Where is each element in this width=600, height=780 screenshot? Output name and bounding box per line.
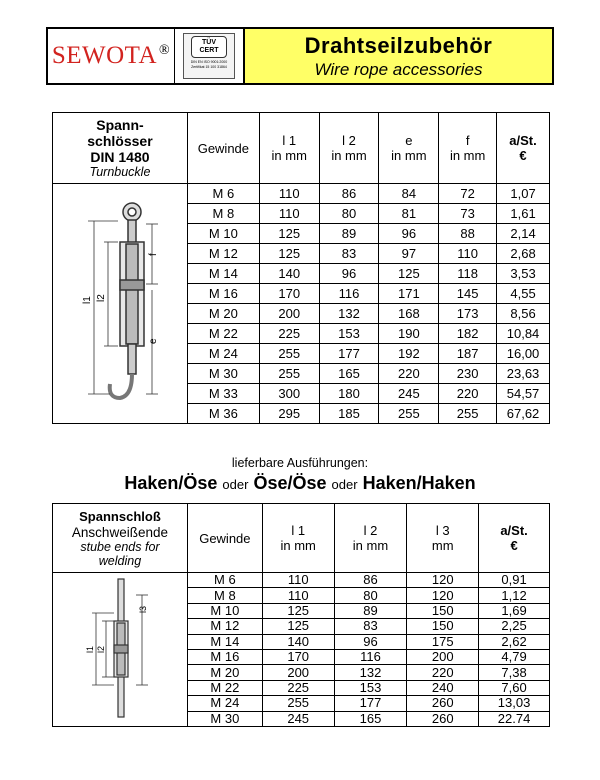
table-cell: 165 bbox=[334, 711, 407, 726]
col-header-l2: l 2 in mm bbox=[319, 113, 379, 184]
table-cell: 153 bbox=[319, 324, 379, 344]
variant-hook-hook: Haken/Haken bbox=[362, 473, 476, 493]
table-cell: 190 bbox=[379, 324, 439, 344]
table-cell: 255 bbox=[439, 404, 497, 424]
table-cell: M 8 bbox=[187, 588, 262, 603]
table-cell: M 10 bbox=[187, 224, 259, 244]
table-cell: M 22 bbox=[187, 680, 262, 695]
table-cell: 110 bbox=[259, 204, 319, 224]
col-header-l1: l 1 in mm bbox=[259, 113, 319, 184]
table-cell: 7,60 bbox=[479, 680, 550, 695]
table-cell: 220 bbox=[379, 364, 439, 384]
dim-label-l1: l1 bbox=[81, 296, 93, 304]
tuv-cert-seal bbox=[183, 33, 235, 79]
table-cell: 185 bbox=[319, 404, 379, 424]
table-cell: 96 bbox=[334, 634, 407, 649]
table-cell: 86 bbox=[319, 184, 379, 204]
title-box bbox=[245, 29, 552, 83]
table-cell: 200 bbox=[259, 304, 319, 324]
table-cell: M 33 bbox=[187, 384, 259, 404]
variant-separator: oder bbox=[331, 477, 358, 492]
brand-logo-box bbox=[48, 29, 175, 83]
table-cell: 255 bbox=[259, 344, 319, 364]
table-cell: 7,38 bbox=[479, 665, 550, 680]
table-cell: 182 bbox=[439, 324, 497, 344]
table-cell: 150 bbox=[407, 603, 479, 618]
page-subtitle: Wire rope accessories bbox=[314, 59, 483, 79]
table-cell: M 30 bbox=[187, 711, 262, 726]
page-header bbox=[46, 27, 554, 85]
table-cell: 255 bbox=[259, 364, 319, 384]
table-cell: M 24 bbox=[187, 696, 262, 711]
table-cell: M 14 bbox=[187, 264, 259, 284]
dim-label-l2: l2 bbox=[95, 645, 106, 653]
table-cell: 83 bbox=[319, 244, 379, 264]
table-header-row bbox=[53, 504, 550, 573]
table-cell: M 20 bbox=[187, 665, 262, 680]
product-description-cell: Spann- schlösser DIN 1480 Turnbuckle bbox=[53, 113, 188, 184]
table-cell: 1,07 bbox=[497, 184, 550, 204]
available-variants bbox=[0, 456, 600, 497]
table-cell: 187 bbox=[439, 344, 497, 364]
table-cell: 73 bbox=[439, 204, 497, 224]
table-row bbox=[53, 184, 550, 204]
table-cell: 240 bbox=[407, 680, 479, 695]
table-cell: 153 bbox=[334, 680, 407, 695]
table-cell: 1,12 bbox=[479, 588, 550, 603]
col-header-f: f in mm bbox=[439, 113, 497, 184]
table-cell: 1,61 bbox=[497, 204, 550, 224]
table-cell: 110 bbox=[262, 588, 334, 603]
table-cell: 72 bbox=[439, 184, 497, 204]
table-cell: 140 bbox=[262, 634, 334, 649]
table-cell: 2,62 bbox=[479, 634, 550, 649]
table-cell: 260 bbox=[407, 711, 479, 726]
col-header-l1: l 1 in mm bbox=[262, 504, 334, 573]
table-cell: 80 bbox=[319, 204, 379, 224]
tuv-cert-text: DIN EN ISO 9001:2000 Zertifikat 15 100 31864 bbox=[190, 60, 228, 69]
table-cell: 245 bbox=[379, 384, 439, 404]
table-cell: 10,84 bbox=[497, 324, 550, 344]
table-cell: 67,62 bbox=[497, 404, 550, 424]
table-cell: 54,57 bbox=[497, 384, 550, 404]
table-cell: M 6 bbox=[187, 184, 259, 204]
variants-intro: lieferbare Ausführungen: bbox=[231, 456, 369, 470]
dim-label-l3: l3 bbox=[137, 605, 148, 613]
tuv-cert-box bbox=[175, 29, 245, 83]
table-cell: 8,56 bbox=[497, 304, 550, 324]
table-cell: 2,68 bbox=[497, 244, 550, 264]
table-cell: 81 bbox=[379, 204, 439, 224]
col-header-e: e in mm bbox=[379, 113, 439, 184]
table-cell: 125 bbox=[262, 603, 334, 618]
table-cell: 96 bbox=[379, 224, 439, 244]
table-cell: 116 bbox=[334, 649, 407, 664]
table-cell: 171 bbox=[379, 284, 439, 304]
table-cell: 86 bbox=[334, 573, 407, 588]
table-cell: M 10 bbox=[187, 603, 262, 618]
table-cell: 120 bbox=[407, 588, 479, 603]
table-cell: M 8 bbox=[187, 204, 259, 224]
turnbuckle-table bbox=[52, 112, 550, 424]
table-cell: 165 bbox=[319, 364, 379, 384]
table-cell: 300 bbox=[259, 384, 319, 404]
dim-label-l1: l1 bbox=[84, 645, 95, 653]
table-cell: 1,69 bbox=[479, 603, 550, 618]
table-cell: 4,55 bbox=[497, 284, 550, 304]
table-cell: M 12 bbox=[187, 619, 262, 634]
col-header-l3: l 3 mm bbox=[407, 504, 479, 573]
tuv-logo: TÜV CERT bbox=[191, 36, 227, 58]
table-cell: 88 bbox=[439, 224, 497, 244]
table-cell: 192 bbox=[379, 344, 439, 364]
table-cell: 2,14 bbox=[497, 224, 550, 244]
variant-eye-eye: Öse/Öse bbox=[253, 473, 327, 493]
table-cell: 116 bbox=[319, 284, 379, 304]
table-cell: 83 bbox=[334, 619, 407, 634]
table-cell: 230 bbox=[439, 364, 497, 384]
table-cell: 110 bbox=[259, 184, 319, 204]
table-cell: 125 bbox=[379, 264, 439, 284]
table-cell: 170 bbox=[262, 649, 334, 664]
table-cell: 200 bbox=[407, 649, 479, 664]
table-cell: 120 bbox=[407, 573, 479, 588]
table-cell: 220 bbox=[439, 384, 497, 404]
table-cell: 4,79 bbox=[479, 649, 550, 664]
variant-hook-eye: Haken/Öse bbox=[124, 473, 218, 493]
product-diagram-cell bbox=[53, 573, 188, 727]
table-cell: 110 bbox=[262, 573, 334, 588]
table-cell: 170 bbox=[259, 284, 319, 304]
table-cell: 132 bbox=[334, 665, 407, 680]
table-cell: M 12 bbox=[187, 244, 259, 264]
table-cell: 295 bbox=[259, 404, 319, 424]
brand-logo bbox=[52, 42, 170, 70]
table-cell: 125 bbox=[259, 244, 319, 264]
turnbuckle-diagram bbox=[60, 184, 180, 420]
variants-list bbox=[0, 471, 600, 497]
table-cell: M 30 bbox=[187, 364, 259, 384]
dim-label-e: e bbox=[147, 338, 159, 344]
table-cell: 118 bbox=[439, 264, 497, 284]
table-cell: 255 bbox=[379, 404, 439, 424]
dim-label-l2: l2 bbox=[95, 294, 107, 302]
table-header-row bbox=[53, 113, 550, 184]
table-cell: 180 bbox=[319, 384, 379, 404]
table-cell: 132 bbox=[319, 304, 379, 324]
col-header-gewinde: Gewinde bbox=[187, 504, 262, 573]
table-cell: 245 bbox=[262, 711, 334, 726]
table-cell: 89 bbox=[319, 224, 379, 244]
table-cell: 125 bbox=[262, 619, 334, 634]
col-header-price: a/St. € bbox=[497, 113, 550, 184]
table-row bbox=[53, 573, 550, 588]
brand-name: SEWOTA bbox=[51, 42, 157, 69]
table-cell: M 14 bbox=[187, 634, 262, 649]
table-cell: M 22 bbox=[187, 324, 259, 344]
table-cell: 3,53 bbox=[497, 264, 550, 284]
table-cell: 150 bbox=[407, 619, 479, 634]
table-cell: 140 bbox=[259, 264, 319, 284]
table-cell: 110 bbox=[439, 244, 497, 264]
table-cell: M 16 bbox=[187, 284, 259, 304]
weld-end-diagram bbox=[60, 573, 180, 723]
variant-separator: oder bbox=[222, 477, 249, 492]
table-cell: 225 bbox=[262, 680, 334, 695]
table-cell: 23,63 bbox=[497, 364, 550, 384]
table-cell: M 16 bbox=[187, 649, 262, 664]
weld-end-turnbuckle-table bbox=[52, 503, 550, 727]
table-cell: 13,03 bbox=[479, 696, 550, 711]
table-cell: 225 bbox=[259, 324, 319, 344]
table-cell: 16,00 bbox=[497, 344, 550, 364]
table-cell: M 36 bbox=[187, 404, 259, 424]
table-cell: 200 bbox=[262, 665, 334, 680]
col-header-gewinde: Gewinde bbox=[187, 113, 259, 184]
table-cell: M 24 bbox=[187, 344, 259, 364]
table-cell: 177 bbox=[334, 696, 407, 711]
table-cell: 260 bbox=[407, 696, 479, 711]
table-cell: 2,25 bbox=[479, 619, 550, 634]
table-cell: 0,91 bbox=[479, 573, 550, 588]
table-cell: 22.74 bbox=[479, 711, 550, 726]
table-cell: 97 bbox=[379, 244, 439, 264]
col-header-l2: l 2 in mm bbox=[334, 504, 407, 573]
product-description-cell: Spannschloß Anschweißende stube ends for welding bbox=[53, 504, 188, 573]
table-cell: 177 bbox=[319, 344, 379, 364]
table-cell: 96 bbox=[319, 264, 379, 284]
table-cell: 84 bbox=[379, 184, 439, 204]
table-cell: 220 bbox=[407, 665, 479, 680]
table-cell: 125 bbox=[259, 224, 319, 244]
table-cell: 145 bbox=[439, 284, 497, 304]
table-cell: M 20 bbox=[187, 304, 259, 324]
table-cell: 80 bbox=[334, 588, 407, 603]
dim-label-f: f bbox=[147, 253, 159, 256]
table-cell: 168 bbox=[379, 304, 439, 324]
table-cell: 255 bbox=[262, 696, 334, 711]
table-cell: 173 bbox=[439, 304, 497, 324]
product-diagram-cell bbox=[53, 184, 188, 424]
table-cell: M 6 bbox=[187, 573, 262, 588]
table-cell: 175 bbox=[407, 634, 479, 649]
col-header-price: a/St. € bbox=[479, 504, 550, 573]
brand-reg-mark: ® bbox=[159, 42, 171, 58]
page-title: Drahtseilzubehör bbox=[304, 32, 493, 58]
table-cell: 89 bbox=[334, 603, 407, 618]
